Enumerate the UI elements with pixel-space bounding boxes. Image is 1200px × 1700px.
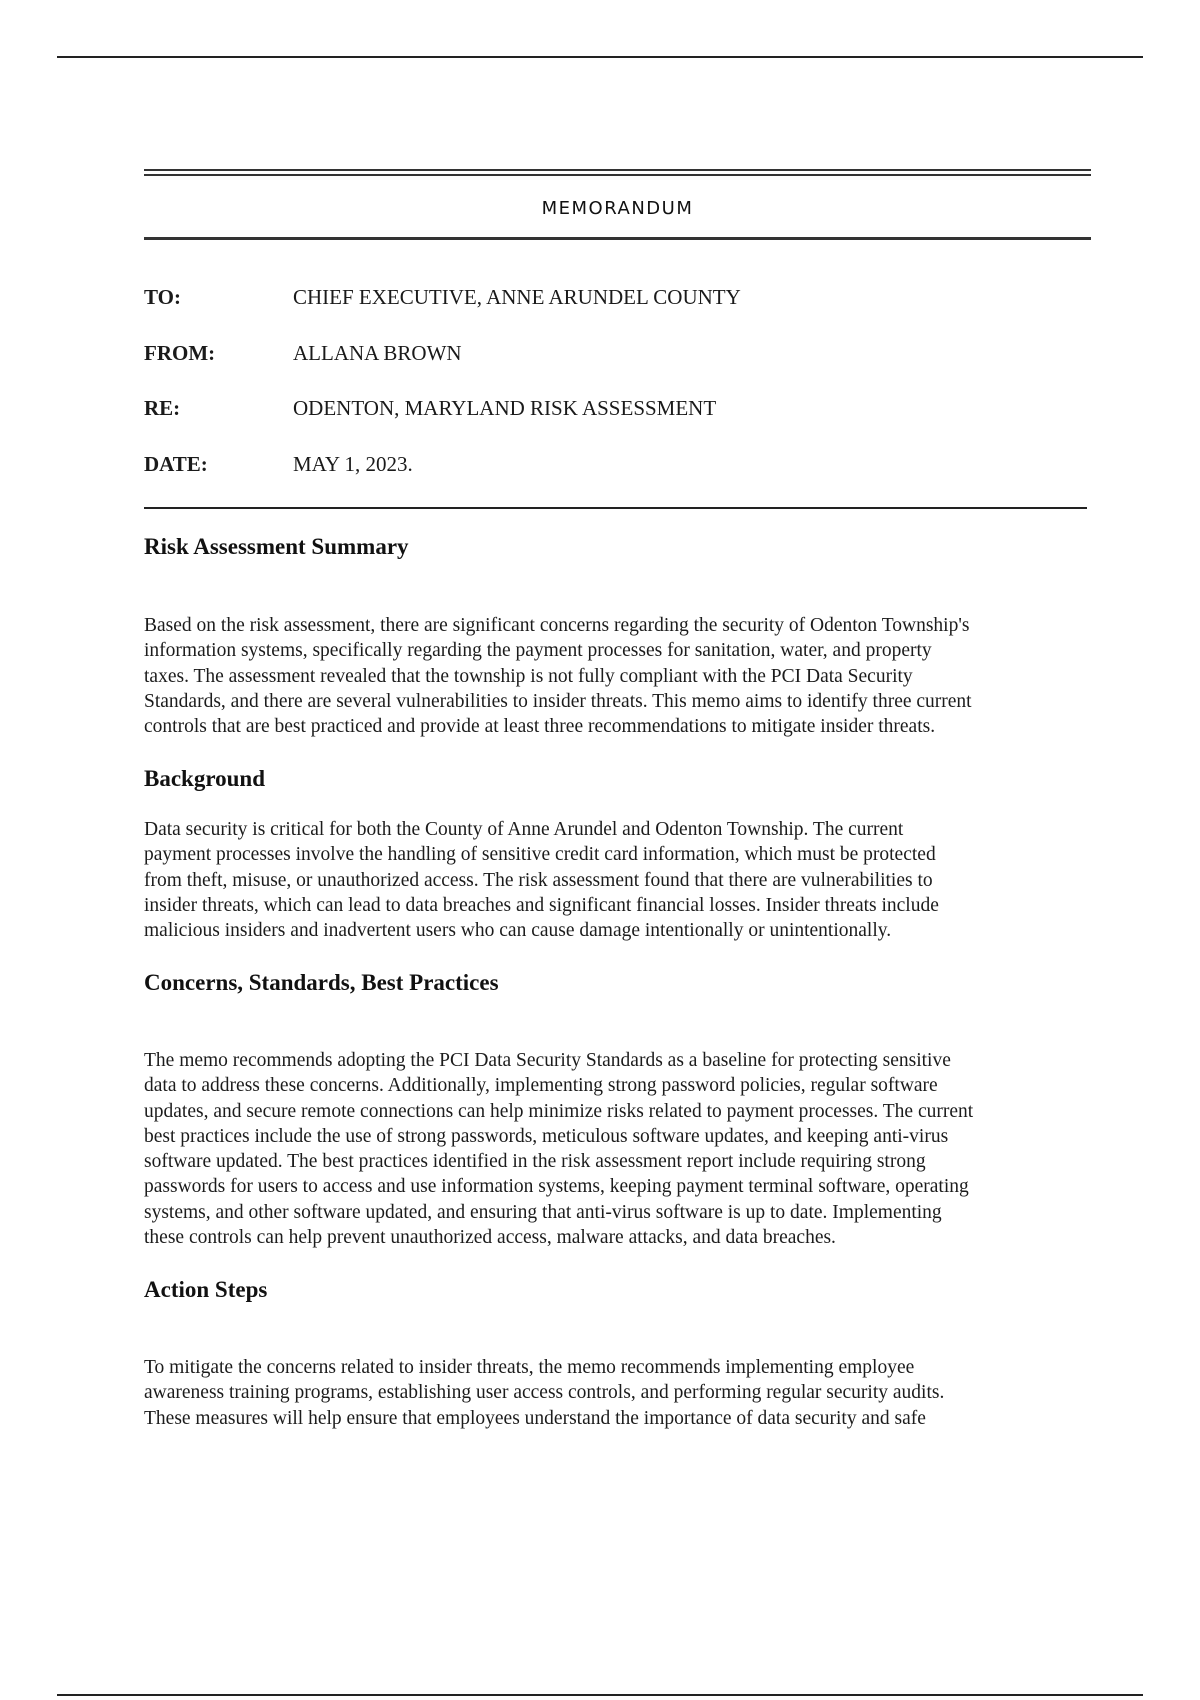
paragraph-line: data to address these concerns. Additionally, implementing strong password policies, regular software [144,1075,938,1097]
paragraph-line: taxes. The assessment revealed that the township is not fully compliant with the PCI Data Security [144,665,913,687]
page-top-rule [57,56,1143,58]
paragraph-line: To mitigate the concerns related to insider threats, the memo recommends implementing employee [144,1357,915,1378]
paragraph-line: information systems, specifically regarding the payment processes for sanitation, water, and property [144,640,932,662]
paragraph-line: payment processes involve the handling of sensitive credit card information, which must be protected [144,844,936,866]
paragraph-line: insider threats, which can lead to data breaches and significant financial losses. Insider threats include [144,894,939,916]
memo-document [144,169,1091,1429]
field-re [144,396,1091,452]
page-bottom-rule [57,1694,1143,1696]
paragraph-line: passwords for users to access and use information systems, keeping payment terminal software, operating [144,1176,969,1198]
field-to-value: CHIEF EXECUTIVE, ANNE ARUNDEL COUNTY [293,285,741,309]
paragraph-line: The memo recommends adopting the PCI Data Security Standards as a baseline for protecting sensitive [144,1050,951,1071]
section-body-risk-summary [144,613,1094,739]
field-date [144,452,1091,508]
field-re-label: RE: [144,396,181,420]
paragraph-line: controls that are best practiced and provide at least three recommendations to mitigate insider threats. [144,716,936,738]
field-re-value: ODENTON, MARYLAND RISK ASSESSMENT [293,396,717,420]
memo-title: MEMORANDUM [541,198,694,219]
paragraph-line: These measures will help ensure that employees understand the importance of data security and safe [144,1407,926,1429]
paragraph-line: updates, and secure remote connections can help minimize risks related to payment processes. The current [144,1100,974,1122]
paragraph-line: awareness training programs, establishing user access controls, and performing regular security audits. [144,1382,945,1404]
field-date-label: DATE: [144,451,208,476]
header-divider [144,507,1087,509]
memo-title-bottom-rule [144,237,1091,240]
field-to [144,285,1091,341]
paragraph-line: software updated. The best practices identified in the risk assessment report include requiring strong [144,1151,926,1173]
field-date-value: MAY 1, 2023. [293,451,413,476]
section-body-concerns [144,1048,1094,1250]
field-to-label: TO: [144,285,181,309]
paragraph-line: best practices include the use of strong passwords, meticulous software updates, and keeping anti-virus [144,1125,949,1147]
paragraph-line: malicious insiders and inadvertent users who can cause damage intentionally or unintentionally. [144,920,892,942]
memo-title-double-rule [144,169,1091,176]
section-heading-risk-summary: Risk Assessment Summary [144,534,409,559]
paragraph-line: Based on the risk assessment, there are significant concerns regarding the security of Odenton Township's [144,615,970,636]
paragraph-line: Standards, and there are several vulnerabilities to insider threats. This memo aims to identify three current [144,690,972,712]
paragraph-line: from theft, misuse, or unauthorized access. The risk assessment found that there are vulnerabilities to [144,869,933,891]
paragraph-line: systems, and other software updated, and ensuring that anti-virus software is up to date. Implementing [144,1201,942,1223]
memo-header-fields [144,285,1091,507]
paragraph-line: Data security is critical for both the County of Anne Arundel and Odenton Township. The current [144,819,904,840]
field-from-label: FROM: [144,340,216,365]
section-body-action-steps [144,1355,1094,1431]
paragraph-line: these controls can help prevent unauthorized access, malware attacks, and data breaches. [144,1227,836,1249]
section-heading-action-steps: Action Steps [144,1277,268,1302]
field-from-value: ALLANA BROWN [293,340,462,365]
section-heading-concerns: Concerns, Standards, Best Practices [144,970,499,995]
field-from [144,341,1091,397]
section-body-background [144,817,1094,943]
section-heading-background: Background [144,766,266,791]
